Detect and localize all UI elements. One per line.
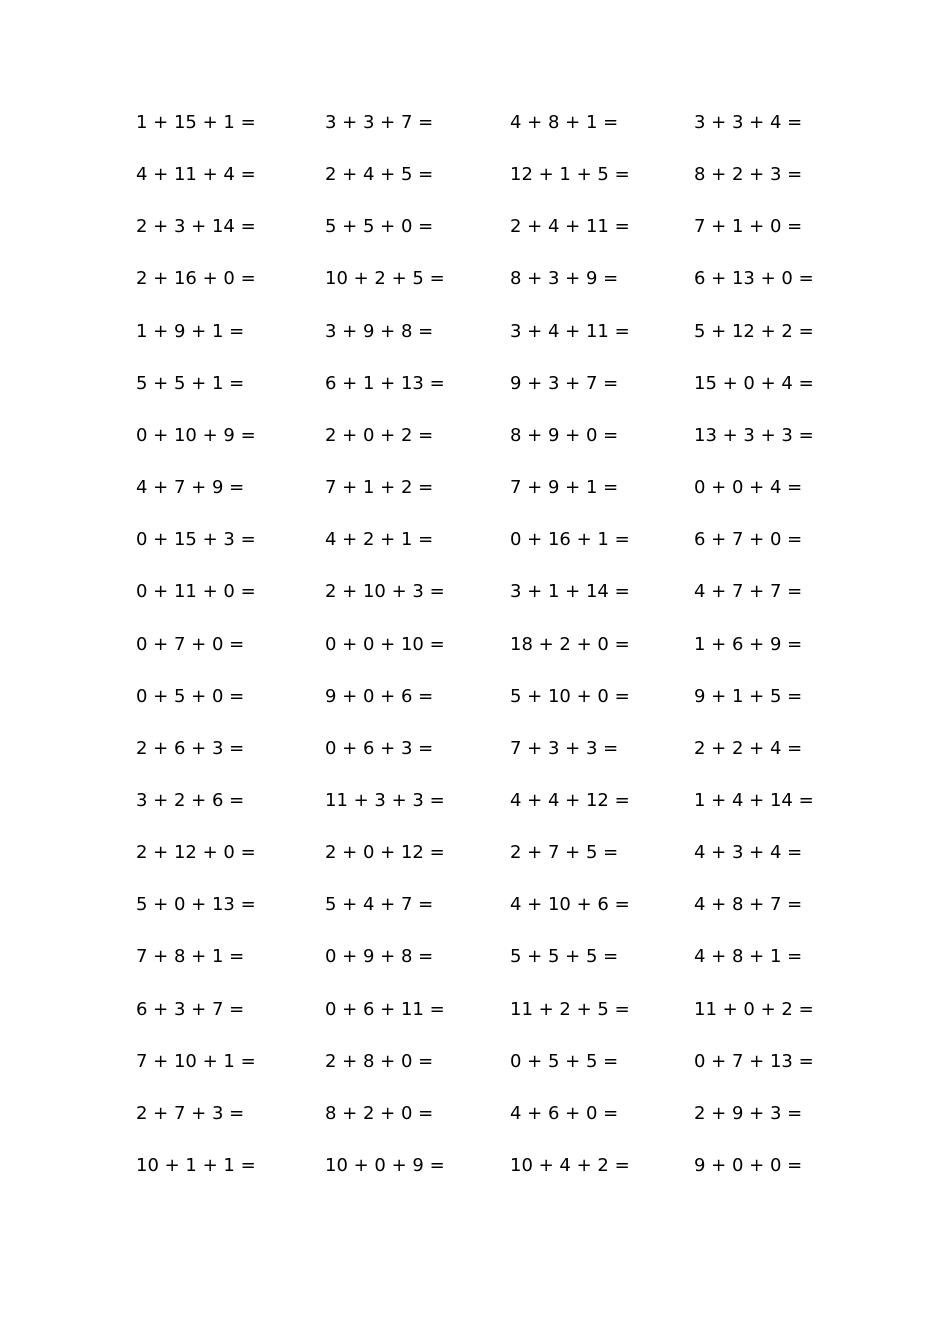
addition-problem: 9 + 0 + 0 = [694, 1155, 803, 1176]
addition-problem: 5 + 4 + 7 = [325, 894, 434, 915]
addition-problem: 0 + 5 + 5 = [510, 1051, 619, 1072]
addition-problem: 2 + 2 + 4 = [694, 738, 803, 759]
addition-problem: 11 + 3 + 3 = [325, 790, 445, 811]
addition-problem: 2 + 3 + 14 = [136, 216, 256, 237]
addition-problem: 11 + 2 + 5 = [510, 999, 630, 1020]
addition-problem: 2 + 0 + 12 = [325, 842, 445, 863]
addition-problem: 7 + 8 + 1 = [136, 946, 245, 967]
addition-problem: 2 + 7 + 3 = [136, 1103, 245, 1124]
addition-problem: 5 + 0 + 13 = [136, 894, 256, 915]
addition-problem: 8 + 3 + 9 = [510, 268, 619, 289]
addition-problem: 9 + 0 + 6 = [325, 686, 434, 707]
addition-problem: 10 + 4 + 2 = [510, 1155, 630, 1176]
addition-problem: 7 + 10 + 1 = [136, 1051, 256, 1072]
addition-problem: 1 + 15 + 1 = [136, 112, 256, 133]
addition-problem: 2 + 16 + 0 = [136, 268, 256, 289]
addition-problem: 0 + 6 + 11 = [325, 999, 445, 1020]
addition-problem: 4 + 8 + 7 = [694, 894, 803, 915]
addition-problem: 0 + 11 + 0 = [136, 581, 256, 602]
addition-problem: 4 + 8 + 1 = [510, 112, 619, 133]
addition-problem: 8 + 2 + 3 = [694, 164, 803, 185]
addition-problem: 0 + 7 + 13 = [694, 1051, 814, 1072]
addition-problem: 6 + 1 + 13 = [325, 373, 445, 394]
addition-problem: 7 + 9 + 1 = [510, 477, 619, 498]
addition-problem: 5 + 10 + 0 = [510, 686, 630, 707]
addition-problem: 6 + 13 + 0 = [694, 268, 814, 289]
addition-problem: 3 + 9 + 8 = [325, 321, 434, 342]
addition-problem: 4 + 6 + 0 = [510, 1103, 619, 1124]
addition-problem: 0 + 0 + 10 = [325, 634, 445, 655]
addition-problem: 8 + 2 + 0 = [325, 1103, 434, 1124]
addition-problem: 7 + 1 + 2 = [325, 477, 434, 498]
addition-problem: 1 + 6 + 9 = [694, 634, 803, 655]
addition-problem: 2 + 9 + 3 = [694, 1103, 803, 1124]
addition-problem: 6 + 3 + 7 = [136, 999, 245, 1020]
addition-problem: 5 + 5 + 1 = [136, 373, 245, 394]
addition-problem: 9 + 1 + 5 = [694, 686, 803, 707]
addition-problem: 2 + 0 + 2 = [325, 425, 434, 446]
addition-problem: 15 + 0 + 4 = [694, 373, 814, 394]
addition-problem: 4 + 8 + 1 = [694, 946, 803, 967]
addition-problem: 0 + 7 + 0 = [136, 634, 245, 655]
addition-problem: 3 + 3 + 4 = [694, 112, 803, 133]
addition-problem: 3 + 3 + 7 = [325, 112, 434, 133]
addition-problem: 4 + 7 + 9 = [136, 477, 245, 498]
addition-problem: 0 + 0 + 4 = [694, 477, 803, 498]
addition-problem: 10 + 1 + 1 = [136, 1155, 256, 1176]
addition-problem: 0 + 15 + 3 = [136, 529, 256, 550]
addition-problem: 4 + 11 + 4 = [136, 164, 256, 185]
addition-problem: 10 + 0 + 9 = [325, 1155, 445, 1176]
addition-problem: 9 + 3 + 7 = [510, 373, 619, 394]
addition-problem: 6 + 7 + 0 = [694, 529, 803, 550]
addition-problem: 11 + 0 + 2 = [694, 999, 814, 1020]
addition-problem: 3 + 1 + 14 = [510, 581, 630, 602]
addition-problem: 7 + 1 + 0 = [694, 216, 803, 237]
addition-problem: 13 + 3 + 3 = [694, 425, 814, 446]
addition-problem: 4 + 4 + 12 = [510, 790, 630, 811]
addition-problem: 3 + 2 + 6 = [136, 790, 245, 811]
addition-problem: 2 + 6 + 3 = [136, 738, 245, 759]
addition-problem: 5 + 5 + 0 = [325, 216, 434, 237]
addition-problem: 2 + 4 + 11 = [510, 216, 630, 237]
addition-problem: 3 + 4 + 11 = [510, 321, 630, 342]
addition-problem: 0 + 10 + 9 = [136, 425, 256, 446]
addition-problem: 5 + 5 + 5 = [510, 946, 619, 967]
addition-problem: 4 + 2 + 1 = [325, 529, 434, 550]
addition-problem: 5 + 12 + 2 = [694, 321, 814, 342]
addition-problem: 2 + 7 + 5 = [510, 842, 619, 863]
addition-problem: 8 + 9 + 0 = [510, 425, 619, 446]
addition-problem: 0 + 16 + 1 = [510, 529, 630, 550]
addition-problem: 7 + 3 + 3 = [510, 738, 619, 759]
addition-problem: 12 + 1 + 5 = [510, 164, 630, 185]
addition-problem: 2 + 10 + 3 = [325, 581, 445, 602]
addition-problem: 0 + 5 + 0 = [136, 686, 245, 707]
addition-problem: 2 + 8 + 0 = [325, 1051, 434, 1072]
addition-problem: 4 + 7 + 7 = [694, 581, 803, 602]
addition-problem: 4 + 3 + 4 = [694, 842, 803, 863]
addition-problem: 1 + 4 + 14 = [694, 790, 814, 811]
addition-problem: 0 + 6 + 3 = [325, 738, 434, 759]
addition-problem: 4 + 10 + 6 = [510, 894, 630, 915]
addition-problem: 0 + 9 + 8 = [325, 946, 434, 967]
addition-problem: 2 + 12 + 0 = [136, 842, 256, 863]
addition-problem: 18 + 2 + 0 = [510, 634, 630, 655]
addition-problem: 1 + 9 + 1 = [136, 321, 245, 342]
addition-problem: 10 + 2 + 5 = [325, 268, 445, 289]
addition-problem: 2 + 4 + 5 = [325, 164, 434, 185]
